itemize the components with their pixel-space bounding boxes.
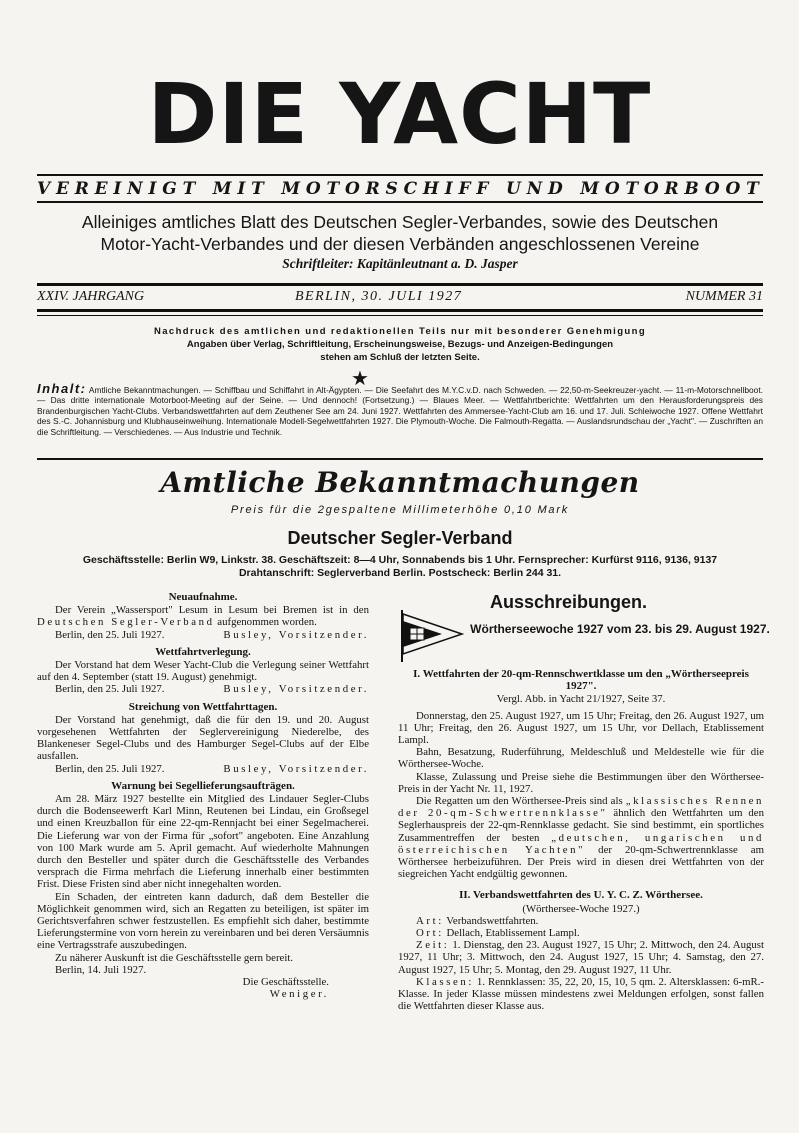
text-span-spaced: „deutschen, ungarischen und österreichischen Yachten" (398, 831, 765, 856)
signature-row (37, 763, 369, 775)
signature-name: Busley, Vorsitzender. (223, 762, 369, 775)
official-statement (37, 211, 763, 255)
subtitle-rule (37, 201, 763, 203)
org-info-line-2: Drahtanschrift: Seglerverband Berlin. Postscheck: Berlin 244 31. (238, 567, 562, 579)
reprint-notice (37, 325, 763, 364)
heading-wettfahrtverlegung: Wettfahrtverlegung. (155, 645, 251, 658)
paragraph-warnung-2: Ein Schaden, der eintreten kann dadurch, daß dem Besteller die Möglichkeit genommen wird, sich an Regatten zu beteiligen, ist später im Gerichtsverfahren schwer festzustellen. Es empfiehlt sich daher, bestimmte Lieferungstermine von vorn herein zu vereinbaren und bei deren Versäumnis eine Vertragsstrafe auszubedingen. (37, 890, 369, 952)
issue-volume: XXIV. JAHRGANG (37, 289, 145, 304)
ausschreibungen-title: Ausschreibungen. (490, 592, 648, 612)
woerthersee-event-title: Wörtherseewoche 1927 vom 23. bis 29. August 1927. (470, 622, 770, 636)
text-span: ähnlich den Wettfahrten um den Seglerhauspreis der 22-qm-Rennklasse gedacht. Sie sind bestimmt, ein sportliches Zusammentreffen der besten (398, 807, 764, 844)
text-span: aufgenommen worden. (214, 616, 317, 629)
field-label: Ort: (416, 927, 444, 940)
field-value: 1. Dienstag, den 23. August 1927, 15 Uhr; 2. Mittwoch, den 24. August 1927, 11 Uhr; 3. Mittwoch, den 24. August 1927, 15 Uhr; 4. Samstag, den 27. August 1927, 15 Uhr; 5. Montag, den 29. August 1927, 11 Uhr. (398, 939, 764, 976)
issue-place-date: BERLIN, 30. JULI 1927 (295, 289, 463, 304)
closing-office: Die Geschäftsstelle. (242, 976, 329, 989)
text-span-spaced: „klassisches Rennen der 20-qm-Schwertrennklasse" (398, 795, 764, 820)
paragraph-streichung: Der Vorstand hat genehmigt, daß die für den 19. und 20. August vorgesehenen Wettfahrten der Seglervereinigung Niederelbe, des Blankeneser Segel-Clubs und des Hamburger Segel-Clubs auf der Elbe ausfallen. (37, 713, 369, 763)
field-label: Klassen: (416, 975, 474, 988)
masthead-rule (37, 174, 763, 176)
field-value: Verbandswettfahrten. (443, 914, 539, 927)
org-info-line-1: Geschäftsstelle: Berlin W9, Linkstr. 38. Geschäftszeit: 8—4 Uhr, Sonnabends bis 1 Uhr. Fernsprecher: Kurfürst 9116, 9136, 9137 (82, 554, 718, 566)
official-line-2: Motor-Yacht-Verbandes und der diesen Verbänden angeschlossenen Vereine (100, 234, 700, 254)
contents-label: Inhalt: (37, 381, 87, 396)
signature-row (37, 629, 369, 641)
heading-wettfahrten-20qm: I. Wettfahrten der 20-qm-Rennschwertklasse um den „Wörtherseepreis 1927". (413, 668, 749, 693)
official-line-1: Alleiniges amtliches Blatt des Deutschen Segler-Verbandes, sowie des Deutschen (81, 212, 719, 232)
text-span: Die Regatten um den Wörthersee-Preis sind als (416, 795, 626, 808)
paragraph-warnung-1: Am 28. März 1927 bestellte ein Mitglied des Lindauer Segler-Clubs durch die Bodenseewerft Karl Minn, Reutenen bei Lindau, ein Großsegel und einen Kreuzballon für eine 22-qm-Rennjacht bei einer Segelmacherei. Die Lieferung war von der Firma für „sofort" angeboten. Eine Anzahlung von 100 Mark wurde am 5. April gemacht. Auf wiederholte Mahnungen durch den Besteller und später durch die Geschäftsstelle des Verbandes versprach die Firma mehrfach die Lieferung innerhalb einer bestimmten Frist. Diese Fristen sind aber nicht innegehalten worden. (37, 793, 369, 891)
field-label: Zeit: (416, 939, 450, 952)
section-price: Preis für die 2gespaltene Millimeterhöhe 0,10 Mark (230, 504, 570, 516)
issue-number: NUMMER 31 (685, 289, 763, 304)
club-pennant-icon (398, 608, 466, 664)
masthead-title: DIE YACHT (147, 65, 652, 163)
heading-verbandswettfahrten: II. Verbandswettfahrten des U. Y. C. Z. Wörthersee. (459, 889, 703, 902)
masthead-subtitle: VEREINIGT MIT MOTORSCHIFF UND MOTORBOOT (37, 179, 765, 199)
signature-date: Berlin, den 25. Juli 1927. (55, 762, 165, 775)
closing-name: Weniger. (269, 988, 329, 1001)
editor-line: Schriftleiter: Kapitänleutnant a. D. Jasper (282, 256, 518, 271)
heading-warnung: Warnung bei Segellieferungsaufträgen. (111, 779, 295, 792)
contents-rule (37, 458, 763, 460)
paragraph-klassen (398, 976, 764, 1013)
paragraph-klasse: Klasse, Zulassung und Preise siehe die Bestimmungen über den Wörthersee-Preis in der Yacht Nr. 11, 1927. (398, 770, 764, 795)
notice-line-2: Angaben über Verlag, Schriftleitung, Erscheinungsweise, Bezugs- und Anzeigen-Bedingungen (186, 339, 614, 350)
paragraph-wettfahrtverlegung: Der Vorstand hat dem Weser Yacht-Club die Verlegung seiner Wettfahrt auf den 4. September (statt 19. August) genehmigt. (37, 659, 369, 684)
issue-rule-top (37, 283, 763, 286)
paragraph-dates: Donnerstag, den 25. August 1927, um 15 Uhr; Freitag, den 26. August 1927, um 11 Uhr; Freitag, den 26. August 1927, um 15 Uhr, vor Dellach, Etablissement Lampl. (398, 709, 764, 747)
table-of-contents (37, 381, 763, 437)
paragraph-warnung-3: Zu näherer Auskunft ist die Geschäftsstelle gern bereit. (55, 951, 294, 964)
signature-date: Berlin, den 25. Juli 1927. (55, 628, 165, 641)
text-span: der 20-qm-Schwertrennklasse am Wörthersee herbeizuführen. Der Preis wird in diesen drei Wettfahrten von der siegreichen Yacht endgültig gewonnen. (398, 843, 764, 881)
issue-rule-bottom-2 (37, 315, 763, 316)
notice-line-1: Nachdruck des amtlichen und redaktionellen Teils nur mit besonderer Genehmigung (153, 326, 647, 337)
left-column (37, 586, 369, 1001)
signature-name: Busley, Vorsitzender. (223, 628, 369, 641)
paragraph-ort (398, 927, 764, 939)
signature-date: Berlin, den 25. Juli 1927. (55, 683, 165, 696)
heading-neuaufnahme: Neuaufnahme. (168, 591, 238, 603)
subheading-woche: (Wörthersee-Woche 1927.) (522, 902, 640, 915)
paragraph-regatten (398, 795, 764, 880)
paragraph-zeit (398, 939, 764, 976)
paragraph-neuaufnahme (37, 604, 369, 628)
org-info (37, 554, 763, 580)
org-name: Deutscher Segler-Verband (287, 528, 513, 548)
notice-line-3: stehen am Schluß der letzten Seite. (320, 352, 480, 363)
right-column (398, 668, 764, 1012)
text-span: Der Verein „Wassersport" Lesum in Lesum bei Bremen ist in den (55, 604, 369, 617)
field-label: Art: (416, 914, 444, 927)
star-ornament-icon: ★ (351, 368, 369, 390)
signature-name: Busley, Vorsitzender. (223, 683, 369, 696)
signature-row (37, 683, 369, 695)
reference-line: Vergl. Abb. in Yacht 21/1927, Seite 37. (496, 693, 666, 706)
paragraph-bahn: Bahn, Besatzung, Ruderführung, Meldeschluß und Meldestelle wie für die Wörthersee-Woche. (398, 746, 764, 771)
paragraph-art (398, 915, 764, 927)
field-value: Dellach, Etablissement Lampl. (443, 927, 580, 940)
section-title: Amtliche Bekanntmachungen (160, 466, 640, 499)
text-span-spaced: Deutschen Segler-Verband (37, 616, 215, 629)
issue-rule-bottom-1 (37, 309, 763, 312)
contents-text: Amtliche Bekanntmachungen. — Schiffbau und Schiffahrt in Alt-Ägypten. — Die Seefahrt des M.Y.C.v.D. nach Schweden. — 22,50-m-Seekreuzer-yacht. — 11-m-Motorschnellboot. — Das dritte internationale Motorboot-Meeting auf der Seine. — Und dennoch! (Fortsetzung.) — Blaues Meer. — Wettfahrtberichte: Wettfahrten um den Herausforderungspreis des Brandenburgischen Yacht-Clubs. Verbandswettfahrten auf dem Zeuthener See am 24. Juni 1927. Wettfahrten des Ammersee-Yacht-Club am 16. und 17. Juli. Schleiwoche 1927. Offene Wettfahrt des S.-C. Johannisburg und Klubhauseinweihung. Internationale Modell-Segelwettfahrten 1927. Die Plymouth-Woche. Die Falmouth-Regatta. — Auslandsrundschau der „Yacht". — Zuschriften an die Schriftleitung. — Verschiedenes. — Aus Industrie und Technik. (37, 385, 763, 437)
heading-streichung: Streichung von Wettfahrttagen. (128, 700, 278, 713)
closing-date: Berlin, 14. Juli 1927. (55, 963, 147, 976)
field-value: 1. Rennklassen: 35, 22, 20, 15, 10, 5 qm. 2. Altersklassen: 6-mR.-Klasse. In jeder Klasse müssen mindestens zwei Meldungen erfolgen, sonst fallen die Wettfahrten dieser Klasse aus. (398, 975, 764, 1013)
